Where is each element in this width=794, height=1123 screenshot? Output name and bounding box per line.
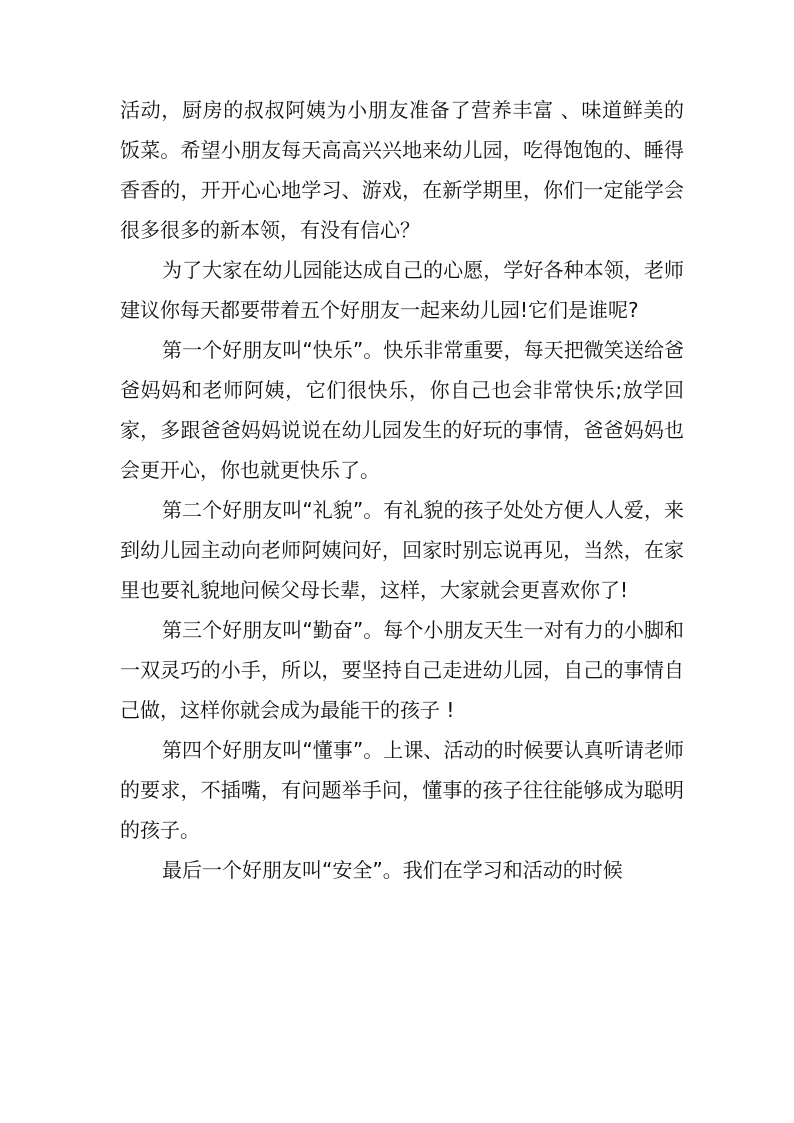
paragraph-friend-safety: 最后一个好朋友叫“安全”。我们在学习和活动的时候 [162,858,623,882]
body-text [120,90,684,890]
paragraph-friend-sensible: 第四个好朋友叫“懂事”。上课、活动的时候要认真听请老师的要求，不插嘴，有问题举手问，懂事的孩子往往能够成为聪明的孩子。 [120,738,684,842]
paragraph-friend-happiness: 第一个好朋友叫“快乐”。快乐非常重要，每天把微笑送给爸爸妈妈和老师阿姨，它们很快乐，你自己也会非常快乐;放学回家，多跟爸爸妈妈说说在幼儿园发生的好玩的事情，爸爸妈妈也会更开心，你也就更快乐了。 [120,338,684,482]
paragraph-intro-five-friends: 为了大家在幼儿园能达成自己的心愿，学好各种本领，老师建议你每天都要带着五个好朋友一起来幼儿园!它们是谁呢? [120,258,684,322]
paragraph-friend-politeness: 第二个好朋友叫“礼貌”。有礼貌的孩子处处方便人人爱，来到幼儿园主动向老师阿姨问好，回家时别忘说再见，当然，在家里也要礼貌地问候父母长辈，这样，大家就会更喜欢你了! [120,498,684,602]
paragraph-continuation: 活动，厨房的叔叔阿姨为小朋友准备了营养丰富 、味道鲜美的饭菜。希望小朋友每天高高兴兴地来幼儿园，吃得饱饱的、睡得香香的，开开心心地学习、游戏，在新学期里，你们一定能学会很多很多的新本领，有没有信心？ [120,98,684,242]
paragraph-friend-diligence: 第三个好朋友叫“勤奋”。每个小朋友天生一对有力的小脚和一双灵巧的小手，所以，要坚持自己走进幼儿园，自己的事情自己做，这样你就会成为最能干的孩子 ! [120,618,684,722]
